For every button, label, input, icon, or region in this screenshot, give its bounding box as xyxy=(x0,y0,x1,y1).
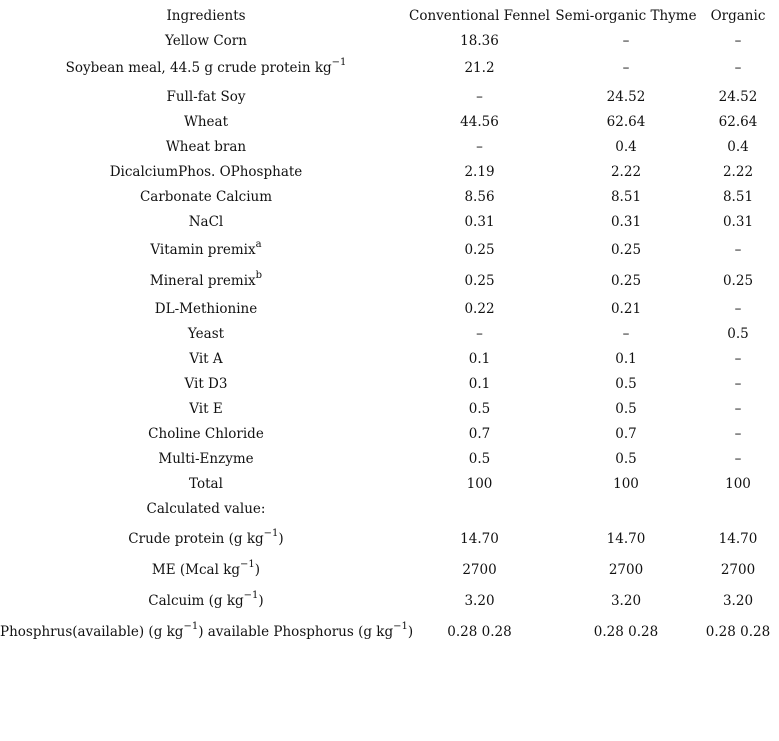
value-semi-organic: 3.20 xyxy=(610,593,642,609)
row-label xyxy=(0,589,412,614)
value-organic: 0.25 xyxy=(722,273,754,289)
value-semi-organic: 0.21 xyxy=(610,301,642,317)
row-label xyxy=(0,238,412,263)
row-label-text: Vit A xyxy=(189,351,223,367)
header-ingredients: Ingredients xyxy=(166,8,246,24)
value-conventional: 0.22 xyxy=(464,301,495,317)
table-row xyxy=(0,160,779,185)
row-label xyxy=(0,558,412,583)
row-label-part-b: ) available Phosphorus (g kg xyxy=(198,624,394,640)
row-label xyxy=(0,56,412,81)
row-label-text: Vit E xyxy=(189,401,223,417)
value-semi-organic: 0.25 xyxy=(610,273,642,289)
value-semi-organic: – xyxy=(622,60,630,76)
value-conventional: 0.25 xyxy=(464,242,495,258)
superscript: −1 xyxy=(263,528,279,539)
value-conventional: 0.5 xyxy=(468,451,491,467)
row-label-text: NaCl xyxy=(188,214,224,230)
value-conventional: – xyxy=(476,326,483,342)
row-label-text: Calcuim (g kg xyxy=(148,593,244,609)
superscript: b xyxy=(255,270,263,281)
value-organic: 100 xyxy=(725,476,751,492)
value-conventional: 0.1 xyxy=(468,351,491,367)
value-conventional: 18.36 xyxy=(460,33,499,49)
row-label xyxy=(0,135,412,160)
value-organic: 8.51 xyxy=(722,189,754,205)
value-organic: 2700 xyxy=(720,562,756,578)
table-row-calculated xyxy=(0,527,779,552)
value-conventional: – xyxy=(476,139,483,155)
value-conventional: 44.56 xyxy=(460,114,499,130)
row-label xyxy=(0,472,412,497)
value-semi-organic: 0.25 xyxy=(610,242,642,258)
row-label-text: DicalciumPhos. OPhosphate xyxy=(109,164,303,180)
row-label xyxy=(0,160,412,185)
superscript: −1 xyxy=(240,559,255,570)
superscript: −1 xyxy=(183,621,199,632)
row-label-tail: ) xyxy=(278,531,284,547)
table-row xyxy=(0,185,779,210)
row-label xyxy=(0,297,412,322)
row-label xyxy=(0,422,412,447)
value-semi-organic: 8.51 xyxy=(610,189,642,205)
table-row xyxy=(0,29,779,54)
row-label-text: Soybean meal, 44.5 g crude protein kg xyxy=(65,60,332,76)
row-label-text: Wheat bran xyxy=(165,139,247,155)
value-semi-organic: 24.52 xyxy=(606,89,646,105)
value-organic: 0.4 xyxy=(727,139,749,155)
row-label xyxy=(0,447,412,472)
value-organic: 2.22 xyxy=(722,164,754,180)
superscript: −1 xyxy=(331,57,347,68)
value-organic: – xyxy=(734,376,742,392)
value-organic: – xyxy=(734,451,742,467)
table-row xyxy=(0,447,779,472)
value-conventional: 2700 xyxy=(462,562,497,578)
value-conventional: 14.70 xyxy=(460,531,499,547)
row-label-text: Carbonate Calcium xyxy=(139,189,273,205)
table-row xyxy=(0,422,779,447)
value-conventional: 21.2 xyxy=(464,60,495,76)
value-organic: 0.28 0.28 xyxy=(705,624,771,640)
table-row xyxy=(0,56,779,81)
value-organic: 0.31 xyxy=(722,214,754,230)
row-label-text: Choline Chloride xyxy=(148,426,264,442)
row-label-part-a: Phosphrus(available) (g kg xyxy=(0,624,184,640)
value-semi-organic: 62.64 xyxy=(606,114,646,130)
row-label xyxy=(0,29,412,54)
value-organic: – xyxy=(734,33,742,49)
table-row-calculated xyxy=(0,589,779,614)
value-organic: – xyxy=(734,60,742,76)
value-organic: 14.70 xyxy=(718,531,758,547)
superscript: −1 xyxy=(243,590,259,601)
value-semi-organic: 100 xyxy=(613,476,639,492)
row-label xyxy=(0,620,412,645)
value-semi-organic: 0.7 xyxy=(615,426,637,442)
row-label-text: Crude protein (g kg xyxy=(128,531,264,547)
table-row xyxy=(0,269,779,294)
superscript: −1 xyxy=(393,621,408,632)
value-organic: – xyxy=(734,301,742,317)
row-label-text: Total xyxy=(189,476,223,492)
row-label xyxy=(0,347,412,372)
value-organic: 0.5 xyxy=(727,326,749,342)
value-semi-organic: 0.31 xyxy=(610,214,642,230)
header-organic: Organic xyxy=(710,8,766,24)
row-label xyxy=(0,185,412,210)
value-conventional: 0.31 xyxy=(464,214,495,230)
row-label xyxy=(0,85,412,110)
value-semi-organic: 14.70 xyxy=(606,531,646,547)
row-label-tail: ) xyxy=(407,624,414,640)
table-row xyxy=(0,135,779,160)
value-semi-organic: 0.5 xyxy=(615,376,637,392)
value-organic: 62.64 xyxy=(718,114,758,130)
value-semi-organic: 2.22 xyxy=(610,164,642,180)
table-row-phosphorus xyxy=(0,620,779,645)
header-semi-organic-thyme: Semi-organic Thyme xyxy=(555,8,697,24)
value-organic: – xyxy=(734,426,742,442)
row-label-text: Vitamin premix xyxy=(150,242,256,258)
value-organic: – xyxy=(734,242,742,258)
value-conventional: – xyxy=(476,89,483,105)
row-label-text: DL-Methionine xyxy=(154,301,258,317)
value-conventional: 3.20 xyxy=(464,593,495,609)
row-label-tail: ) xyxy=(258,593,264,609)
table-row xyxy=(0,322,779,347)
table-header-row xyxy=(0,4,779,29)
row-label-text: Multi-Enzyme xyxy=(158,451,254,467)
row-label xyxy=(0,372,412,397)
value-conventional: 0.28 0.28 xyxy=(447,624,512,640)
row-label-text: ME (Mcal kg xyxy=(151,562,241,578)
value-semi-organic: 0.5 xyxy=(615,451,637,467)
row-label-text: Vit D3 xyxy=(184,376,228,392)
row-label-text: Mineral premix xyxy=(149,273,256,289)
value-organic: – xyxy=(734,401,742,417)
value-conventional: 0.1 xyxy=(468,376,491,392)
table-row xyxy=(0,372,779,397)
value-conventional: 0.7 xyxy=(468,426,491,442)
table-row xyxy=(0,238,779,263)
superscript: a xyxy=(255,239,262,250)
row-label xyxy=(0,110,412,135)
row-label-text: Yeast xyxy=(187,326,225,342)
value-conventional: 0.25 xyxy=(464,273,495,289)
value-semi-organic: – xyxy=(622,326,630,342)
value-organic: 24.52 xyxy=(718,89,758,105)
row-label xyxy=(0,527,412,552)
row-label xyxy=(0,322,412,347)
table-row xyxy=(0,297,779,322)
row-label-text: Full-fat Soy xyxy=(166,89,246,105)
row-label-text: Wheat xyxy=(183,114,229,130)
value-conventional: 100 xyxy=(466,476,493,492)
calculated-value-row xyxy=(0,497,779,522)
value-semi-organic: 0.1 xyxy=(615,351,637,367)
value-semi-organic: 0.5 xyxy=(615,401,637,417)
value-conventional: 2.19 xyxy=(464,164,495,180)
value-semi-organic: 0.28 0.28 xyxy=(593,624,659,640)
value-organic: 3.20 xyxy=(722,593,754,609)
row-label xyxy=(0,210,412,235)
row-label-text: Yellow Corn xyxy=(165,33,247,49)
table-row xyxy=(0,397,779,422)
table-row-calculated xyxy=(0,558,779,583)
value-organic: – xyxy=(734,351,742,367)
table-row xyxy=(0,210,779,235)
table-row xyxy=(0,347,779,372)
table-row xyxy=(0,85,779,110)
value-semi-organic: 0.4 xyxy=(615,139,637,155)
value-conventional: 0.5 xyxy=(468,401,491,417)
row-label xyxy=(0,397,412,422)
row-label xyxy=(0,269,412,294)
calculated-value-label: Calculated value: xyxy=(146,501,266,517)
value-semi-organic: – xyxy=(622,33,630,49)
table-row xyxy=(0,110,779,135)
value-semi-organic: 2700 xyxy=(608,562,644,578)
row-label-tail: ) xyxy=(254,562,261,578)
value-conventional: 8.56 xyxy=(464,189,495,205)
table-row xyxy=(0,472,779,497)
header-conventional-fennel: Conventional Fennel xyxy=(409,8,550,24)
